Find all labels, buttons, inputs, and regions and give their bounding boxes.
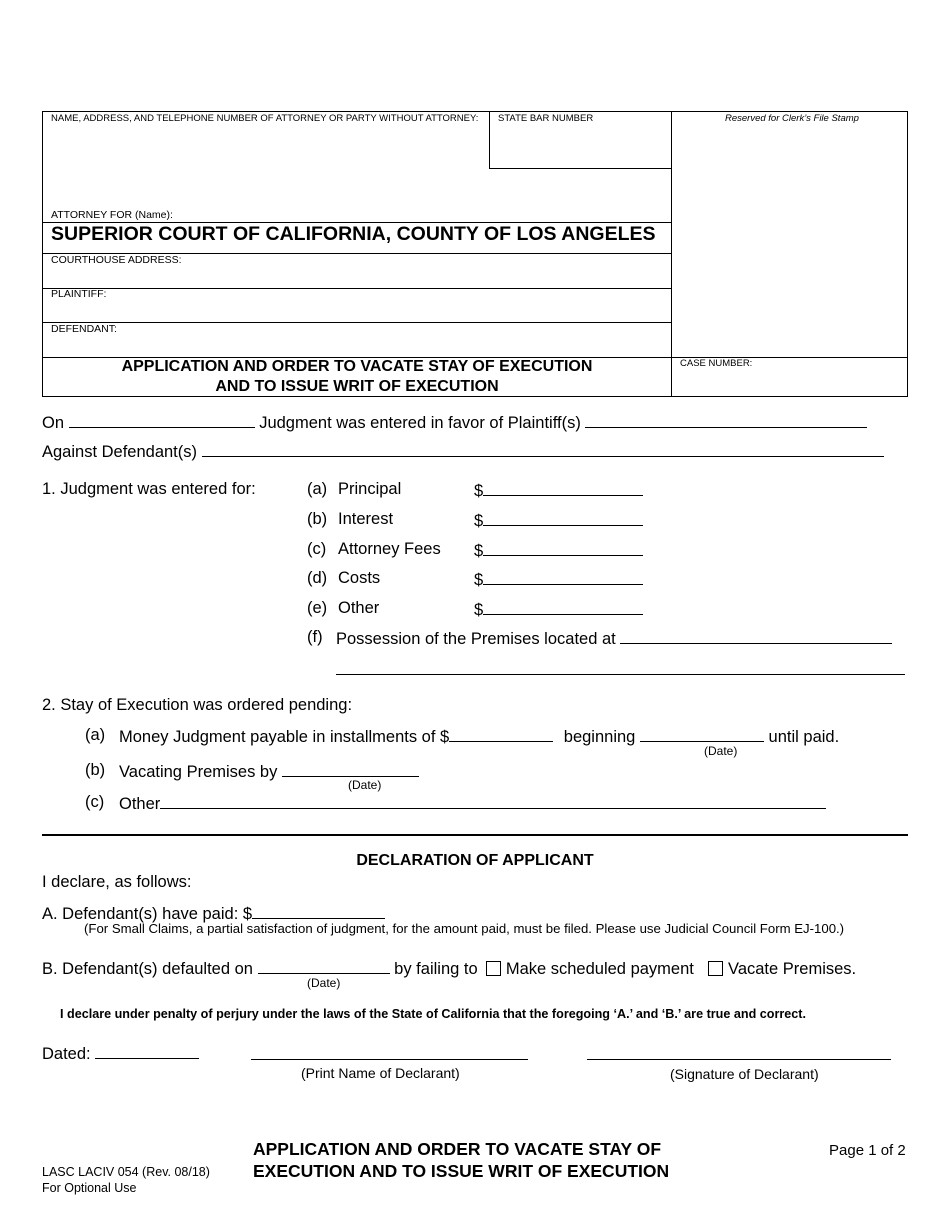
vacate-date-field[interactable] bbox=[282, 761, 419, 777]
default-date-caption: (Date) bbox=[307, 976, 341, 990]
dated-line bbox=[42, 1043, 199, 1064]
premises-address-field-line2[interactable] bbox=[336, 674, 905, 675]
judgment-in-favor-text: Judgment was entered in favor of Plaintiff(s) bbox=[259, 414, 581, 432]
form-title-line2: AND TO ISSUE WRIT OF EXECUTION bbox=[215, 378, 499, 395]
other-label: Other bbox=[119, 795, 161, 813]
section-divider bbox=[42, 834, 908, 836]
premises-address-field[interactable] bbox=[620, 628, 892, 644]
other-amount-field[interactable] bbox=[483, 599, 643, 615]
against-defendant-label: Against Defendant(s) bbox=[42, 443, 198, 461]
judgment-item-letter: (d) bbox=[307, 569, 328, 587]
small-claims-note: (For Small Claims, a partial satisfaction of judgment, for the amount paid, must be filed. Please use Judicial Council Form EJ-100.) bbox=[84, 921, 845, 936]
state-bar-label: STATE BAR NUMBER bbox=[498, 113, 594, 124]
attorney-for-label: ATTORNEY FOR (Name): bbox=[51, 209, 173, 221]
costs-amount-field[interactable] bbox=[483, 569, 643, 585]
against-defendant-line bbox=[42, 441, 884, 462]
plaintiff-label: PLAINTIFF: bbox=[51, 288, 107, 300]
form-title-line1: APPLICATION AND ORDER TO VACATE STAY OF EXECUTION bbox=[121, 358, 593, 375]
until-paid-label: until paid. bbox=[768, 728, 840, 746]
installment-amount-field[interactable] bbox=[449, 726, 553, 742]
stay-b-letter: (b) bbox=[85, 761, 106, 779]
signature-caption: (Signature of Declarant) bbox=[670, 1066, 819, 1082]
vacate-date-caption: (Date) bbox=[348, 778, 382, 792]
declaration-heading: DECLARATION OF APPLICANT bbox=[356, 852, 594, 869]
beginning-label: beginning bbox=[563, 728, 636, 746]
caption-header bbox=[42, 111, 908, 397]
possession-letter: (f) bbox=[307, 628, 323, 646]
principal-amount-field[interactable] bbox=[483, 480, 643, 496]
stay-a-letter: (a) bbox=[85, 726, 106, 744]
defaulted-label: B. Defendant(s) defaulted on bbox=[42, 960, 253, 978]
judgment-item-letter: (a) bbox=[307, 480, 328, 498]
judgment-item-label: Interest bbox=[338, 510, 394, 528]
dated-field[interactable] bbox=[95, 1043, 199, 1059]
judgment-item-amount: $ bbox=[474, 599, 643, 620]
judgment-item-label: Costs bbox=[338, 569, 381, 587]
judgment-item-amount: $ bbox=[474, 569, 643, 590]
judgment-entered-line bbox=[42, 412, 867, 433]
dated-label: Dated: bbox=[42, 1045, 91, 1063]
declare-intro: I declare, as follows: bbox=[42, 873, 192, 891]
default-date-field[interactable] bbox=[258, 958, 390, 974]
on-label: On bbox=[42, 414, 65, 432]
defaulted-line bbox=[42, 958, 856, 979]
signature-field[interactable] bbox=[587, 1059, 891, 1060]
possession-label: Possession of the Premises located at bbox=[336, 630, 616, 648]
judgment-item-amount: $ bbox=[474, 540, 643, 561]
other-stay-field[interactable] bbox=[160, 793, 826, 809]
scheduled-payment-label: Make scheduled payment bbox=[505, 960, 694, 978]
form-number: LASC LACIV 054 (Rev. 08/18) bbox=[42, 1165, 210, 1179]
footer-title-line2: EXECUTION AND TO ISSUE WRIT OF EXECUTION bbox=[253, 1161, 670, 1181]
paid-label: A. Defendant(s) have paid: $ bbox=[42, 905, 253, 923]
case-number-label: CASE NUMBER: bbox=[680, 358, 753, 369]
vacate-premises-label: Vacate Premises. bbox=[728, 960, 857, 978]
vacate-premises-checkbox[interactable] bbox=[708, 961, 723, 976]
print-name-field[interactable] bbox=[251, 1059, 528, 1060]
judgment-item-letter: (c) bbox=[307, 540, 327, 558]
section1-label: 1. Judgment was entered for: bbox=[42, 480, 256, 498]
stay-c-letter: (c) bbox=[85, 793, 105, 811]
optional-use: For Optional Use bbox=[42, 1181, 137, 1195]
attorney-fees-amount-field[interactable] bbox=[483, 540, 643, 556]
footer-title-line1: APPLICATION AND ORDER TO VACATE STAY OF bbox=[253, 1139, 662, 1159]
judgment-item-amount: $ bbox=[474, 510, 643, 531]
court-title: SUPERIOR COURT OF CALIFORNIA, COUNTY OF LOS ANGELES bbox=[51, 223, 656, 245]
print-name-caption: (Print Name of Declarant) bbox=[301, 1065, 460, 1081]
judgment-date-field[interactable] bbox=[69, 412, 255, 428]
section2-label: 2. Stay of Execution was ordered pending: bbox=[42, 696, 353, 714]
vacating-premises-label: Vacating Premises by bbox=[119, 763, 278, 781]
attorney-name-label: NAME, ADDRESS, AND TELEPHONE NUMBER OF ATTORNEY OR PARTY WITHOUT ATTORNEY: bbox=[51, 113, 479, 124]
defendant-name-field[interactable] bbox=[202, 441, 884, 457]
perjury-statement: I declare under penalty of perjury under the laws of the State of California that the foregoing ‘A.’ and ‘B.’ are true and correct. bbox=[60, 1007, 806, 1021]
amount-paid-field[interactable] bbox=[252, 903, 385, 919]
defendant-label: DEFENDANT: bbox=[51, 323, 117, 335]
judgment-item-letter: (b) bbox=[307, 510, 328, 528]
judgment-item-amount: $ bbox=[474, 480, 643, 501]
clerk-stamp-label: Reserved for Clerk’s File Stamp bbox=[725, 113, 859, 124]
possession-line bbox=[336, 628, 892, 649]
scheduled-payment-checkbox[interactable] bbox=[486, 961, 501, 976]
judgment-item-label: Attorney Fees bbox=[338, 540, 441, 558]
interest-amount-field[interactable] bbox=[483, 510, 643, 526]
plaintiff-name-field[interactable] bbox=[585, 412, 867, 428]
beginning-date-caption: (Date) bbox=[704, 744, 738, 758]
judgment-item-label: Other bbox=[338, 599, 380, 617]
judgment-item-letter: (e) bbox=[307, 599, 328, 617]
installments-label: Money Judgment payable in installments of $ bbox=[119, 728, 450, 746]
courthouse-address-label: COURTHOUSE ADDRESS: bbox=[51, 254, 182, 266]
page-number: Page 1 of 2 bbox=[829, 1142, 906, 1159]
stay-c-line bbox=[119, 793, 826, 814]
judgment-item-label: Principal bbox=[338, 480, 402, 498]
failing-label: by failing to bbox=[394, 960, 478, 978]
beginning-date-field[interactable] bbox=[640, 726, 764, 742]
